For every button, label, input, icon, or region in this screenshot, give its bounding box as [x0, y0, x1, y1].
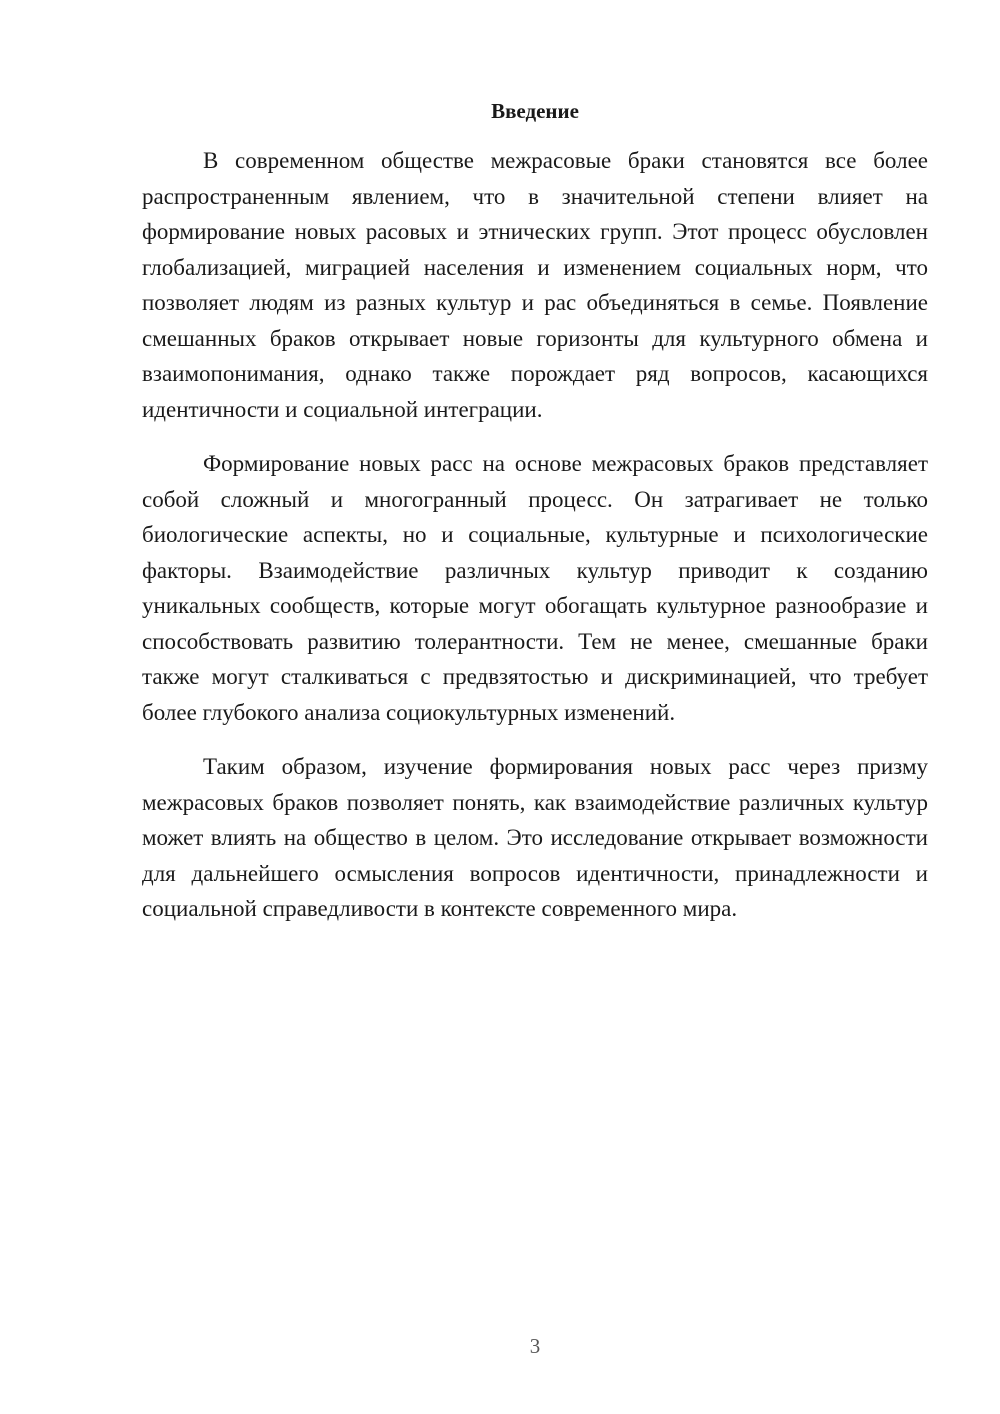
page-number: 3 [529, 1334, 541, 1358]
paragraph-1: В современном обществе межрасовые браки становятся все более распространенным явлением, что в значительной степени влияет на формирование новых расовых и этнических групп. Этот процесс обусловлен глобализацией, миграцией населения и изменением социальных норм, что позволяет людям из разных культур и рас объединяться в семье. Появление смешанных браков открывает новые горизонты для культурного обмена и взаимопонимания, однако также порождает ряд вопросов, касающихся идентичности и социальной интеграции. [142, 148, 928, 422]
section-title: Введение [491, 99, 579, 123]
paragraph-2: Формирование новых расс на основе межрасовых браков представляет собой сложный и многогранный процесс. Он затрагивает не только биологические аспекты, но и социальные, культурные и психологические факторы. Взаимодействие различных культур приводит к созданию уникальных сообществ, которые могут обогащать культурное разнообразие и способствовать развитию толерантности. Тем не менее, смешанные браки также могут сталкиваться с предвзятостью и дискриминацией, что требует более глубокого анализа социокультурных изменений. [142, 451, 928, 725]
body-text [142, 143, 928, 946]
paragraph-3: Таким образом, изучение формирования новых расс через призму межрасовых браков позволяет понять, как взаимодействие различных культур может влиять на общество в целом. Это исследование открывает возможности для дальнейшего осмысления вопросов идентичности, принадлежности и социальной справедливости в контексте современного мира. [142, 754, 928, 921]
